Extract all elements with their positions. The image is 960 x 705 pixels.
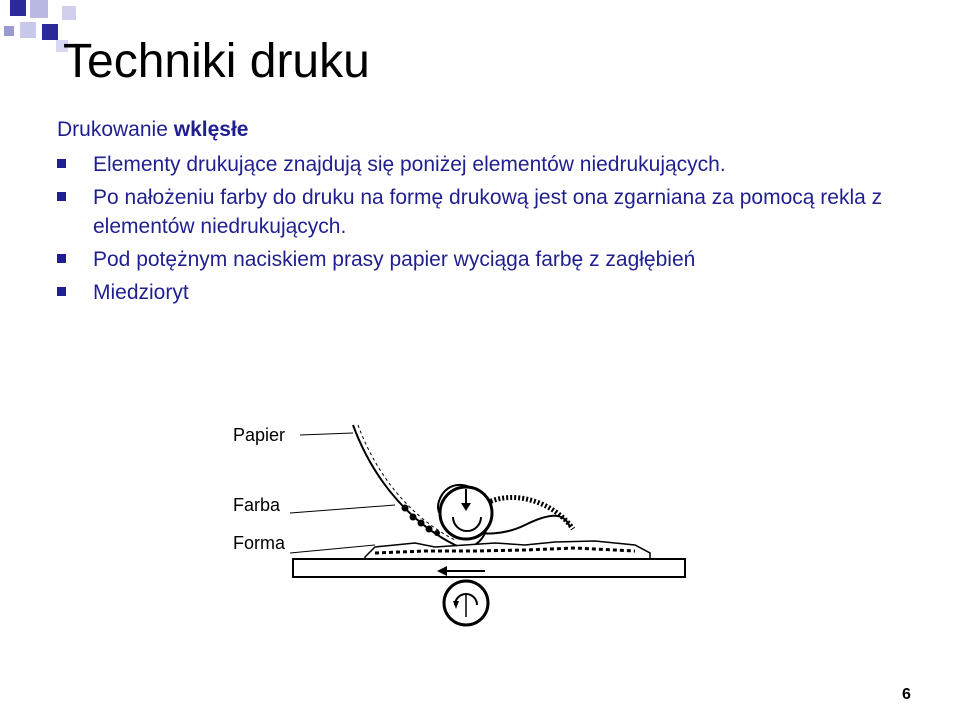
bullet-square-icon [57, 159, 66, 168]
bullet-square-icon [57, 254, 66, 263]
bullet-text: Po nałożeniu farby do druku na formę drukową jest ona zgarniana za pomocą rekla z elementów niedrukujących. [93, 186, 883, 238]
bullet-square-icon [57, 287, 66, 296]
bullet-list [57, 150, 937, 311]
bullet-square-icon [57, 192, 66, 201]
page-number: 6 [902, 686, 911, 703]
bullet-text: Elementy drukujące znajdują się poniżej elementów niedrukujących. [93, 153, 726, 176]
slide-title: Techniki druku [63, 35, 370, 88]
diagram-label-ink: Farba [233, 495, 281, 515]
diagram-label-paper: Papier [233, 425, 286, 445]
bullet-item [57, 183, 937, 241]
intaglio-diagram-svg [225, 405, 695, 665]
intaglio-printing-diagram [225, 405, 695, 665]
bullet-text: Miedzioryt [93, 281, 189, 304]
bullet-item [57, 150, 937, 179]
bullet-item [57, 245, 937, 274]
slide-subtitle [57, 118, 248, 142]
subtitle-bold: wklęsłe [173, 118, 249, 141]
subtitle-prefix: Drukowanie [57, 118, 168, 141]
diagram-label-form: Forma [233, 533, 286, 553]
bullet-text: Pod potężnym naciskiem prasy papier wyciąga farbę z zagłębień [93, 248, 696, 271]
bullet-item [57, 278, 937, 307]
